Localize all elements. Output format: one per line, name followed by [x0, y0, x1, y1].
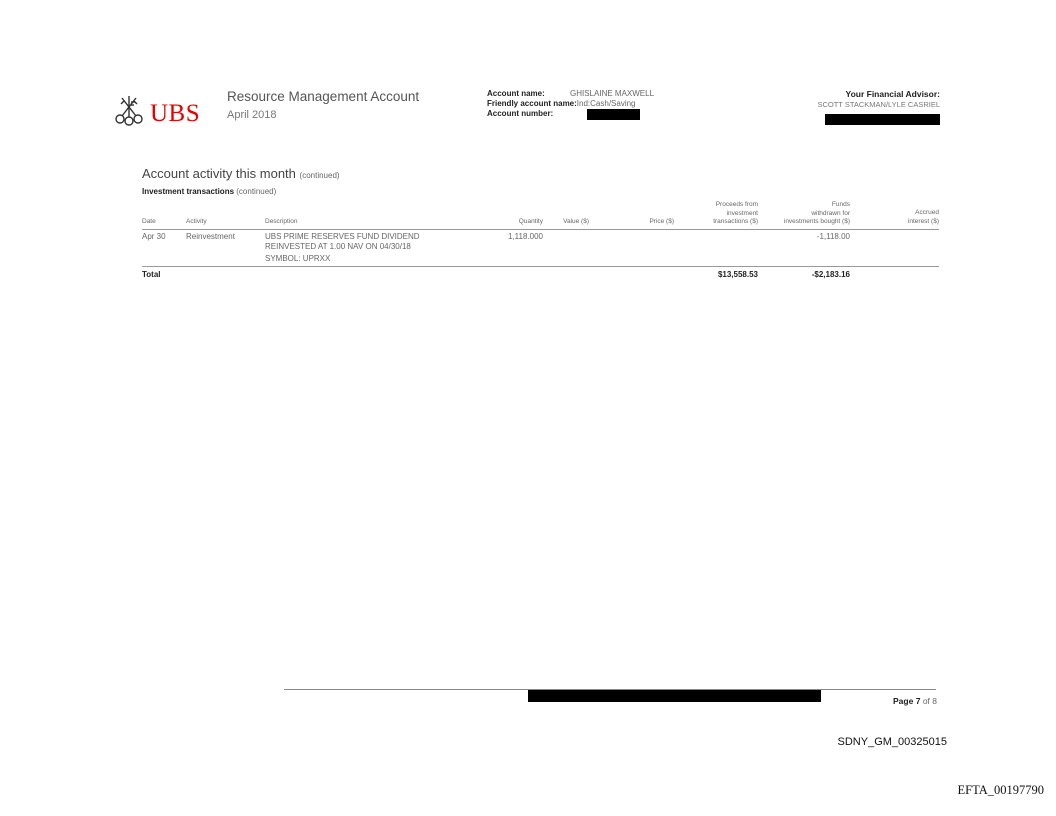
subsection-title-text: Investment transactions [142, 187, 235, 196]
bates-number-efta: EFTA_00197790 [957, 783, 1044, 797]
row-description-line3: SYMBOL: UPRXX [265, 254, 331, 263]
row-description-line1: UBS PRIME RESERVES FUND DIVIDEND [265, 232, 420, 241]
subsection-title [142, 187, 276, 196]
account-number-redaction [587, 109, 640, 120]
section-title-suffix: (continued) [299, 171, 340, 180]
section-title-text: Account activity this month [142, 166, 296, 181]
col-header-proceeds-line1: Proceeds from [715, 201, 758, 208]
ubs-keys-icon [112, 94, 146, 132]
col-header-description: Description [265, 218, 298, 225]
row-funds-withdrawn: -1,118.00 [816, 232, 850, 241]
page-number [893, 696, 937, 706]
col-header-date: Date [142, 218, 156, 225]
footer-redaction [528, 690, 821, 702]
col-header-accrued-line1: Accrued [915, 209, 939, 216]
col-header-accrued [860, 209, 939, 226]
row-description-line2: REINVESTED AT 1.00 NAV ON 04/30/18 [265, 242, 411, 251]
subsection-title-suffix: (continued) [236, 187, 277, 196]
col-header-proceeds-line2: investment [726, 209, 758, 217]
col-header-price: Price ($) [649, 218, 674, 225]
total-label: Total [142, 270, 161, 279]
account-name-label: Account name: [487, 89, 545, 98]
account-info [487, 89, 687, 119]
col-header-funds-withdrawn [760, 201, 850, 227]
col-header-funds-line1: Funds [831, 201, 850, 208]
page-total: of 8 [922, 696, 937, 706]
friendly-account-label: Friendly account name: [487, 99, 577, 108]
friendly-account-value: Ind:Cash/Saving [576, 99, 636, 108]
col-header-funds-line2: withdrawn for [811, 209, 850, 217]
page-label: Page [893, 696, 914, 706]
col-header-accrued-line2: interest ($) [907, 217, 939, 225]
total-proceeds: $13,558.53 [717, 270, 758, 279]
advisor-names: SCOTT STACKMAN/LYLE CASRIEL [817, 100, 940, 109]
col-header-funds-line3: investments bought ($) [783, 218, 850, 225]
total-funds-withdrawn: -$2,183.16 [811, 270, 850, 279]
row-activity: Reinvestment [186, 232, 235, 241]
statement-title: Resource Management Account [227, 89, 420, 104]
section-title [142, 166, 340, 181]
account-number-label: Account number: [487, 109, 554, 118]
total-rule [142, 266, 939, 267]
ubs-logo [112, 94, 200, 132]
account-name-value: GHISLAINE MAXWELL [570, 89, 655, 98]
col-header-activity: Activity [186, 218, 207, 225]
ubs-logo-text: UBS [150, 99, 201, 127]
advisor-label: Your Financial Advisor: [845, 89, 940, 99]
col-header-proceeds [680, 201, 758, 227]
row-date: Apr 30 [142, 232, 166, 241]
col-header-quantity: Quantity [518, 218, 543, 225]
statement-date: April 2018 [227, 109, 277, 121]
col-header-value: Value ($) [563, 218, 589, 225]
row-description [265, 232, 420, 264]
bates-number-sdny: SDNY_GM_00325015 [837, 736, 947, 748]
row-quantity: 1,118.000 [508, 232, 543, 241]
col-header-proceeds-line3: transactions ($) [713, 218, 758, 225]
header-rule [142, 229, 939, 230]
advisor-redaction [825, 114, 940, 125]
page-current: 7 [915, 696, 921, 706]
